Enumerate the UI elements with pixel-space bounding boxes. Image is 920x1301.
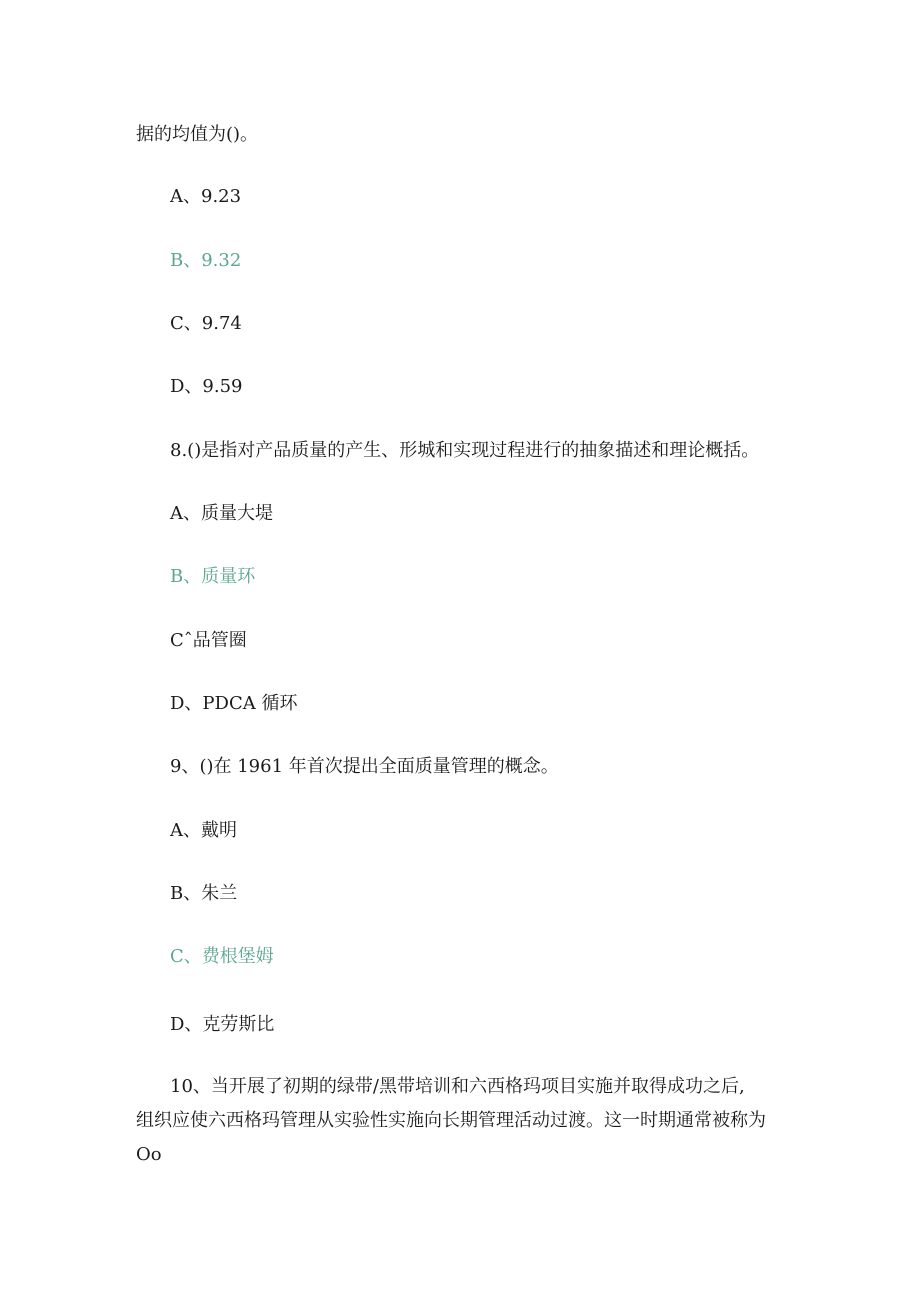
q8-option-d: D、PDCA 循环 — [170, 693, 298, 714]
q10-question-line-3: Oo — [136, 1144, 162, 1165]
q8-question: 8.()是指对产品质量的产生、形城和实现过程进行的抽象描述和理论概括。 — [170, 440, 760, 461]
q7-option-d: D、9.59 — [170, 376, 243, 397]
q7-option-a: A、9.23 — [170, 186, 242, 207]
q9-option-a: A、戴明 — [170, 820, 237, 841]
q7-option-b-correct: B、9.32 — [170, 250, 242, 271]
q7-option-c: C、9.74 — [170, 313, 242, 334]
q9-option-d: D、克劳斯比 — [170, 1014, 275, 1035]
q9-question: 9、()在 1961 年首次提出全面质量管理的概念。 — [170, 756, 559, 777]
q10-question-line-1: 10、当开展了初期的绿带/黑带培训和六西格玛项目实施并取得成功之后, — [170, 1076, 745, 1097]
q8-option-a: A、质量大堤 — [170, 503, 273, 524]
q8-option-c: Cˆ品管圈 — [170, 630, 247, 651]
q8-option-b-correct: B、质量环 — [170, 566, 256, 587]
q7-question-tail: 据的均值为()。 — [136, 124, 259, 145]
q9-option-b: B、朱兰 — [170, 883, 238, 904]
q9-option-c-correct: C、费根堡姆 — [170, 946, 274, 967]
q10-question-line-2: 组织应使六西格玛管理从实验性实施向长期管理活动过渡。这一时期通常被称为 — [136, 1110, 766, 1131]
